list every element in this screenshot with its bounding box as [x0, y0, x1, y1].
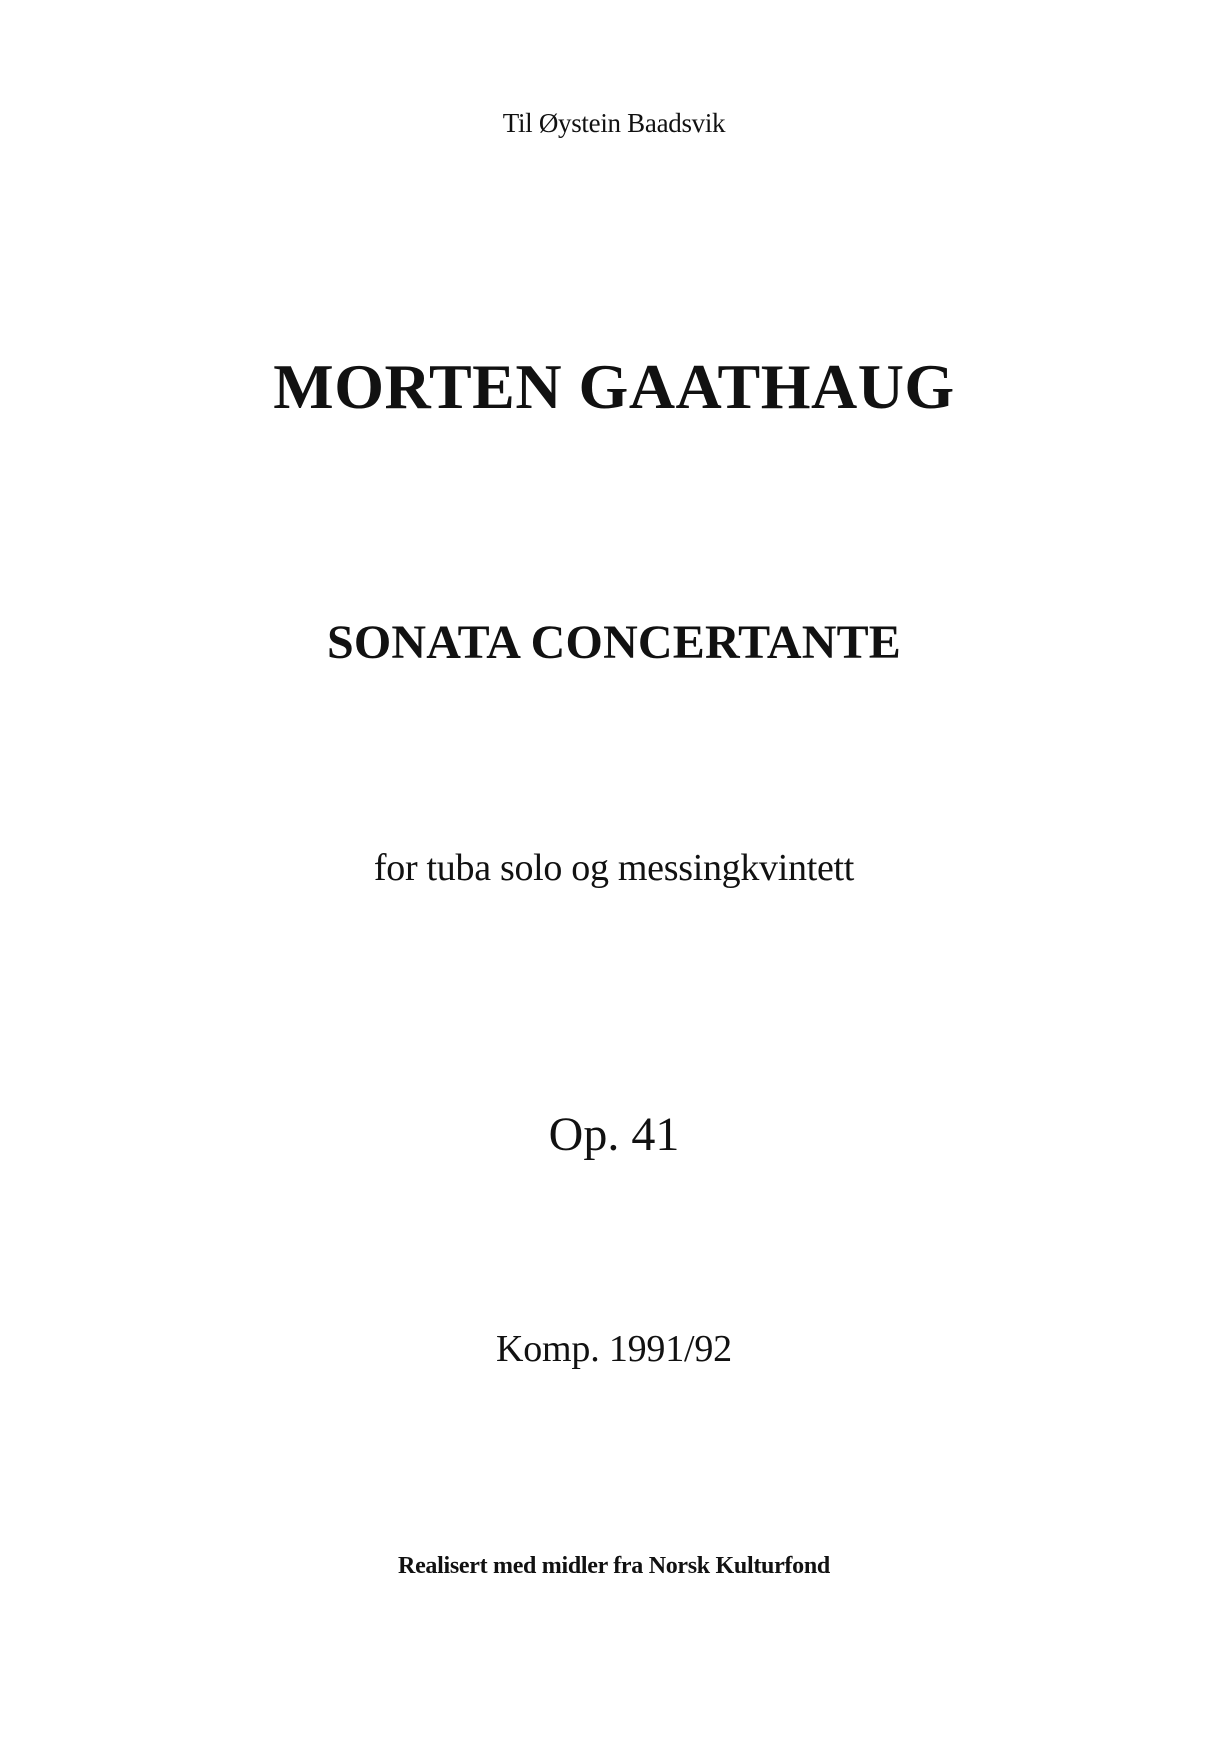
dedication-text: Til Øystein Baadsvik: [502, 108, 726, 138]
work-title: SONATA CONCERTANTE: [327, 616, 901, 669]
composition-date: Komp. 1991/92: [496, 1328, 732, 1370]
composer-name: MORTEN GAATHAUG: [273, 351, 955, 422]
opus-number: Op. 41: [548, 1108, 680, 1161]
instrumentation-text: for tuba solo og messingkvintett: [373, 847, 855, 889]
funding-credit: Realisert med midler fra Norsk Kulturfond: [398, 1553, 830, 1579]
